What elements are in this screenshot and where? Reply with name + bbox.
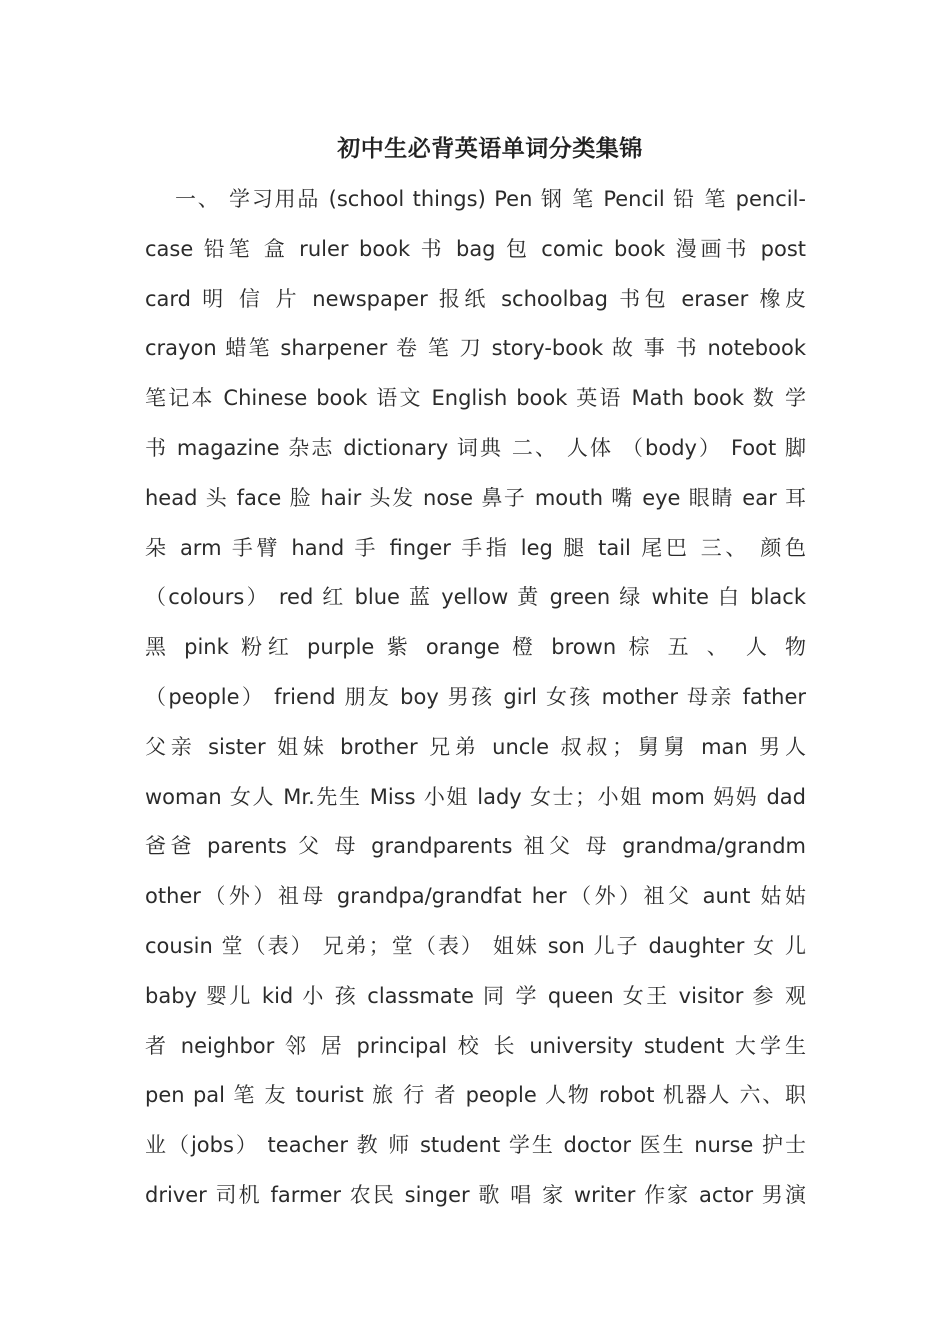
document-title: 初中生必背英语单词分类集锦 [337,135,643,162]
body-line: cousin 堂（表） 兄弟；堂（表） 姐妹 son 儿子 daughter 女 儿 [145,933,806,958]
body-line: woman 女人 Mr.先生 Miss 小姐 lady 女士；小姐 mom 妈妈 dad [145,784,806,809]
body-line: driver 司机 farmer 农民 singer 歌 唱 家 writer 作家 actor 男演 [145,1182,806,1207]
body-line: 爸爸 parents 父 母 grandparents 祖父 母 grandma/grandm [145,834,806,859]
body-line: 朵 arm 手臂 hand 手 finger 手指 leg 腿 tail 尾巴 三、 颜色 [145,535,806,560]
body-line: baby 婴儿 kid 小 孩 classmate 同 学 queen 女王 visitor 参 观 [145,983,806,1008]
body-line: （colours） red 红 blue 蓝 yellow 黄 green 绿 white 白 black [145,585,806,610]
body-line: card 明 信 片 newspaper 报纸 schoolbag 书包 eraser 橡皮 [145,286,806,311]
body-line: crayon 蜡笔 sharpener 卷 笔 刀 story-book 故 事 书 notebook [145,336,806,361]
body-line: 黑 pink 粉红 purple 紫 orange 橙 brown 棕 五 、 人 物 [145,635,806,660]
body-line: 一、 学习用品 (school things) Pen 钢 笔 Pencil 铅 笔 pencil- [175,187,806,211]
document-body [145,175,806,1221]
body-line: head 头 face 脸 hair 头发 nose 鼻子 mouth 嘴 eye 眼睛 ear 耳 [145,485,806,510]
body-line: 业（jobs） teacher 教 师 student 学生 doctor 医生 nurse 护士 [145,1133,806,1158]
body-line: 父亲 sister 姐妹 brother 兄弟 uncle 叔叔；舅舅 man 男人 [145,734,806,759]
body-line: 者 neighbor 邻 居 principal 校 长 university student 大学生 [145,1033,806,1058]
body-line: 书 magazine 杂志 dictionary 词典 二、 人体 （body） Foot 脚 [145,435,806,460]
body-line: other（外）祖母 grandpa/grandfat her（外）祖父 aunt 姑姑 [145,884,806,909]
body-line: pen pal 笔 友 tourist 旅 行 者 people 人物 robot 机器人 六、职 [145,1083,806,1108]
body-line: （people） friend 朋友 boy 男孩 girl 女孩 mother 母亲 father [145,684,806,709]
body-line: case 铅笔 盒 ruler book 书 bag 包 comic book 漫画书 post [145,236,806,261]
body-line: 笔记本 Chinese book 语文 English book 英语 Math book 数 学 [145,386,806,411]
